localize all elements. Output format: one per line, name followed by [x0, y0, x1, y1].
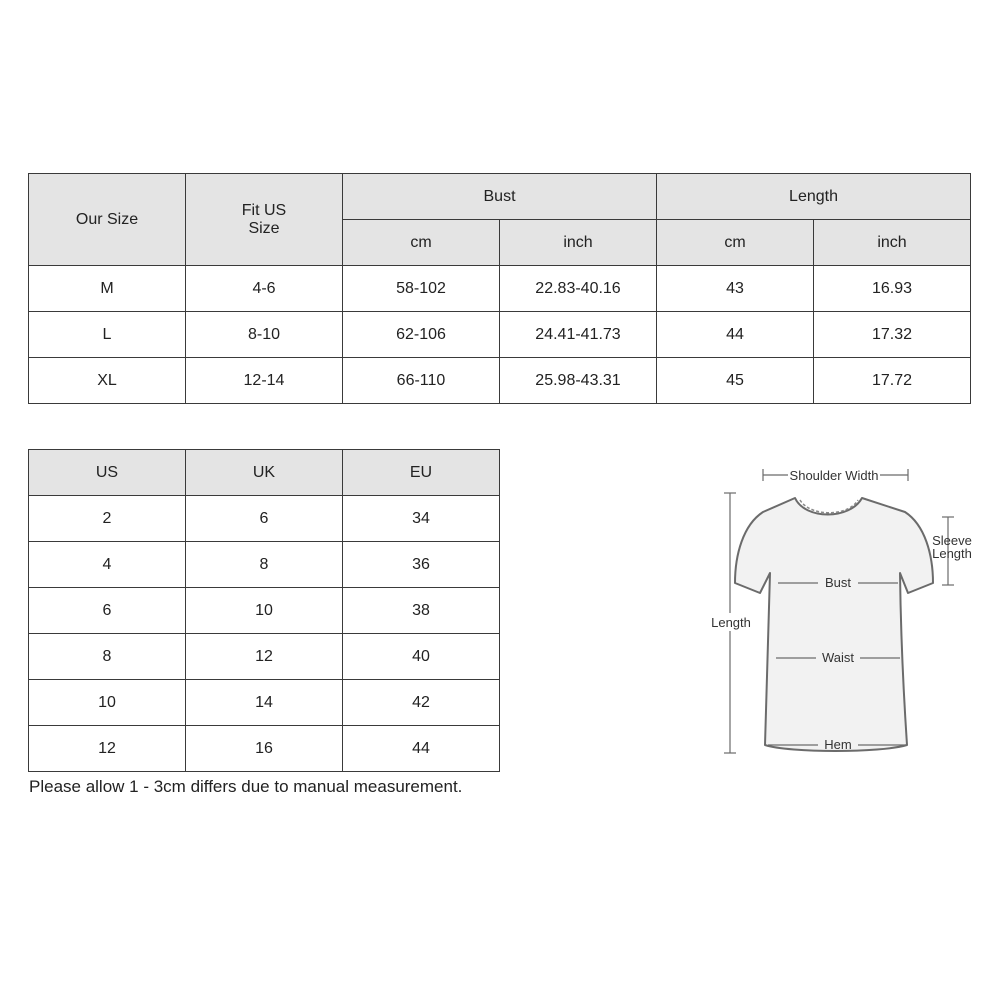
- table-row: [29, 726, 500, 772]
- cell-eu: 42: [343, 680, 500, 726]
- header-length: Length: [657, 174, 971, 220]
- table-row: [29, 496, 500, 542]
- cell-length-cm: 44: [657, 312, 814, 358]
- cell-uk: 10: [186, 588, 343, 634]
- shoulder-width-label: Shoulder Width: [789, 468, 879, 483]
- sleeve-length-label-line1: Sleeve: [932, 533, 972, 548]
- header-our-size: Our Size: [29, 174, 186, 266]
- cell-length-inch: 17.32: [814, 312, 971, 358]
- size-chart-table: [28, 173, 971, 404]
- waist-label: Waist: [821, 650, 855, 665]
- table-row: [29, 312, 971, 358]
- cell-uk: 12: [186, 634, 343, 680]
- header-fit-us-size: [186, 174, 343, 266]
- header-uk: UK: [186, 450, 343, 496]
- cell-us: 8: [29, 634, 186, 680]
- cell-eu: 36: [343, 542, 500, 588]
- header-us: US: [29, 450, 186, 496]
- cell-bust-inch: 22.83-40.16: [500, 266, 657, 312]
- cell-bust-inch: 25.98-43.31: [500, 358, 657, 404]
- cell-bust-cm: 66-110: [343, 358, 500, 404]
- table-row: [29, 542, 500, 588]
- cell-eu: 34: [343, 496, 500, 542]
- measurement-note: Please allow 1 - 3cm differs due to manual measurement.: [29, 777, 463, 796]
- header-length-inch: inch: [814, 220, 971, 266]
- cell-length-cm: 43: [657, 266, 814, 312]
- cell-eu: 40: [343, 634, 500, 680]
- header-bust-inch: inch: [500, 220, 657, 266]
- header-fit-us-line2: Size: [248, 219, 280, 237]
- cell-uk: 14: [186, 680, 343, 726]
- cell-eu: 44: [343, 726, 500, 772]
- cell-size: M: [29, 266, 186, 312]
- cell-length-inch: 16.93: [814, 266, 971, 312]
- size-conversion-table: [28, 449, 500, 772]
- cell-bust-inch: 24.41-41.73: [500, 312, 657, 358]
- cell-bust-cm: 58-102: [343, 266, 500, 312]
- header-eu: EU: [343, 450, 500, 496]
- cell-us: 2: [29, 496, 186, 542]
- cell-bust-cm: 62-106: [343, 312, 500, 358]
- table-row: [29, 588, 500, 634]
- cell-size: L: [29, 312, 186, 358]
- cell-us: 12: [29, 726, 186, 772]
- cell-us: 10: [29, 680, 186, 726]
- cell-uk: 8: [186, 542, 343, 588]
- cell-length-cm: 45: [657, 358, 814, 404]
- table-row: [29, 680, 500, 726]
- tshirt-measurement-diagram: [700, 455, 980, 775]
- cell-us: 6: [29, 588, 186, 634]
- header-bust-cm: cm: [343, 220, 500, 266]
- cell-us: 4: [29, 542, 186, 588]
- table-row: [29, 358, 971, 404]
- cell-fit-us: 4-6: [186, 266, 343, 312]
- header-length-cm: cm: [657, 220, 814, 266]
- header-bust: Bust: [343, 174, 657, 220]
- cell-fit-us: 12-14: [186, 358, 343, 404]
- cell-length-inch: 17.72: [814, 358, 971, 404]
- length-label: Length: [711, 615, 751, 630]
- header-fit-us-line1: Fit US: [241, 201, 287, 219]
- cell-size: XL: [29, 358, 186, 404]
- bust-label: Bust: [824, 575, 852, 590]
- tshirt-outline-icon: [735, 498, 933, 751]
- table-row: [29, 266, 971, 312]
- cell-uk: 16: [186, 726, 343, 772]
- sleeve-length-label-line2: Length: [932, 546, 972, 561]
- cell-uk: 6: [186, 496, 343, 542]
- cell-eu: 38: [343, 588, 500, 634]
- cell-fit-us: 8-10: [186, 312, 343, 358]
- hem-label: Hem: [824, 737, 852, 752]
- table-row: [29, 634, 500, 680]
